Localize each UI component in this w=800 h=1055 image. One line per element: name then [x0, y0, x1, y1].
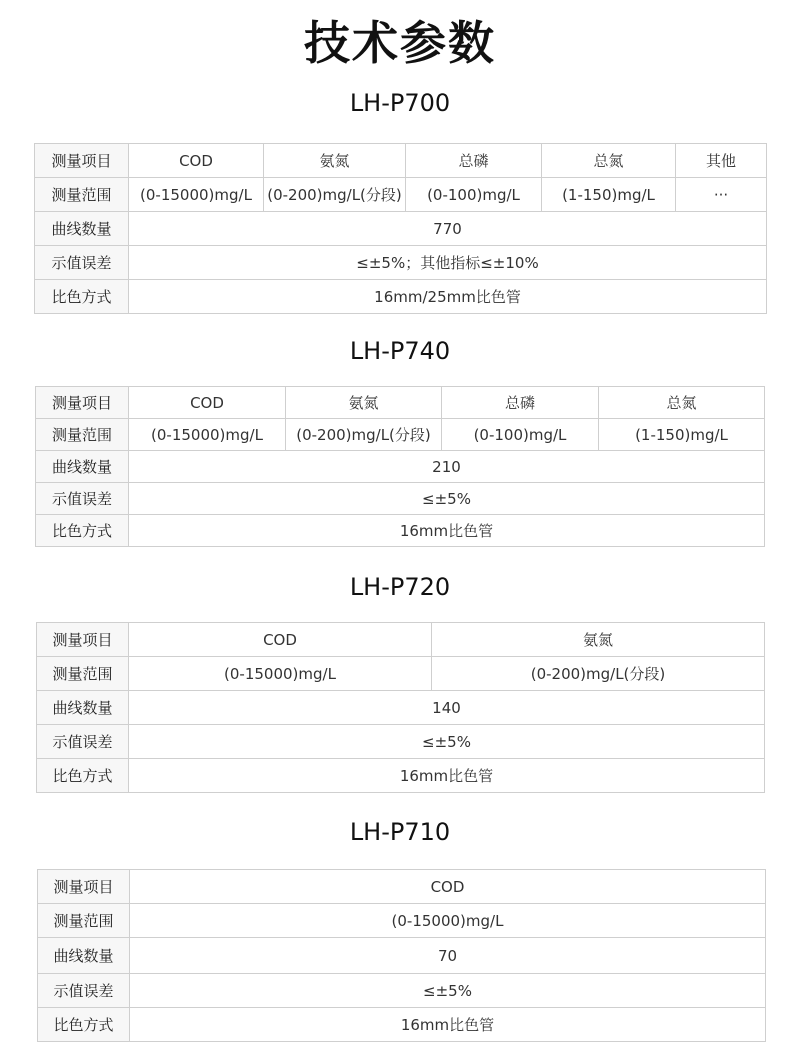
spec-table: [37, 869, 766, 1042]
table-row: [38, 1008, 766, 1042]
table-row: [35, 246, 767, 280]
row-label: 比色方式: [35, 280, 129, 314]
table-cell: 总氮: [599, 387, 765, 419]
row-label: 测量项目: [35, 144, 129, 178]
table-cell: 16mm比色管: [129, 759, 765, 793]
table-cell: 16mm/25mm比色管: [129, 280, 767, 314]
table-cell: ≤±5%: [129, 725, 765, 759]
table-row: [38, 870, 766, 904]
spec-table: [34, 143, 767, 314]
table-row: [36, 451, 765, 483]
table-cell: COD: [129, 387, 286, 419]
table-cell: 16mm比色管: [130, 1008, 766, 1042]
table-cell: (0-200)mg/L(分段): [432, 657, 765, 691]
row-label: 示值误差: [38, 974, 130, 1008]
table-cell: (0-100)mg/L: [406, 178, 542, 212]
table-cell: (1-150)mg/L: [599, 419, 765, 451]
row-label: 测量项目: [36, 387, 129, 419]
row-label: 示值误差: [35, 246, 129, 280]
table-cell: 氨氮: [286, 387, 442, 419]
table-cell: 氨氮: [264, 144, 406, 178]
row-label: 比色方式: [37, 759, 129, 793]
row-label: 示值误差: [36, 483, 129, 515]
table-row: [37, 725, 765, 759]
table-cell: (0-15000)mg/L: [129, 178, 264, 212]
row-label: 测量范围: [38, 904, 130, 938]
table-row: [35, 280, 767, 314]
table-row: [37, 657, 765, 691]
table-cell: (0-15000)mg/L: [130, 904, 766, 938]
row-label: 曲线数量: [37, 691, 129, 725]
table-row: [36, 387, 765, 419]
model-title: LH-P740: [349, 337, 451, 365]
table-row: [38, 974, 766, 1008]
table-cell: (0-15000)mg/L: [129, 419, 286, 451]
table-cell: COD: [129, 623, 432, 657]
table-cell: COD: [129, 144, 264, 178]
table-cell: 140: [129, 691, 765, 725]
table-row: [38, 904, 766, 938]
table-row: [35, 178, 767, 212]
spec-table: [35, 386, 765, 547]
table-cell: COD: [130, 870, 766, 904]
table-cell: (0-15000)mg/L: [129, 657, 432, 691]
row-label: 测量范围: [36, 419, 129, 451]
table-cell: 总氮: [542, 144, 676, 178]
row-label: 曲线数量: [38, 938, 130, 974]
table-cell: 其他: [676, 144, 767, 178]
table-row: [35, 212, 767, 246]
row-label: 曲线数量: [36, 451, 129, 483]
row-label: 示值误差: [37, 725, 129, 759]
table-row: [36, 483, 765, 515]
table-cell: 70: [130, 938, 766, 974]
table-row: [37, 623, 765, 657]
model-title: LH-P710: [349, 818, 451, 846]
row-label: 曲线数量: [35, 212, 129, 246]
table-row: [36, 419, 765, 451]
table-row: [35, 144, 767, 178]
row-label: 测量范围: [35, 178, 129, 212]
table-row: [38, 938, 766, 974]
table-cell: ≤±5%: [129, 483, 765, 515]
table-cell: ≤±5%: [130, 974, 766, 1008]
table-row: [37, 759, 765, 793]
row-label: 测量范围: [37, 657, 129, 691]
table-cell: 总磷: [442, 387, 599, 419]
table-cell: 210: [129, 451, 765, 483]
table-cell: 氨氮: [432, 623, 765, 657]
spec-table: [36, 622, 765, 793]
table-row: [36, 515, 765, 547]
table-cell: 770: [129, 212, 767, 246]
model-title: LH-P700: [349, 89, 451, 117]
row-label: 比色方式: [36, 515, 129, 547]
row-label: 测量项目: [37, 623, 129, 657]
page-title: 技术参数: [304, 16, 496, 70]
table-cell: 16mm比色管: [129, 515, 765, 547]
table-cell: 总磷: [406, 144, 542, 178]
row-label: 测量项目: [38, 870, 130, 904]
table-cell: ···: [676, 178, 767, 212]
table-cell: (1-150)mg/L: [542, 178, 676, 212]
table-cell: ≤±5%；其他指标≤±10%: [129, 246, 767, 280]
table-cell: (0-200)mg/L(分段): [286, 419, 442, 451]
table-cell: (0-100)mg/L: [442, 419, 599, 451]
table-row: [37, 691, 765, 725]
model-title: LH-P720: [349, 573, 451, 601]
row-label: 比色方式: [38, 1008, 130, 1042]
table-cell: (0-200)mg/L(分段): [264, 178, 406, 212]
